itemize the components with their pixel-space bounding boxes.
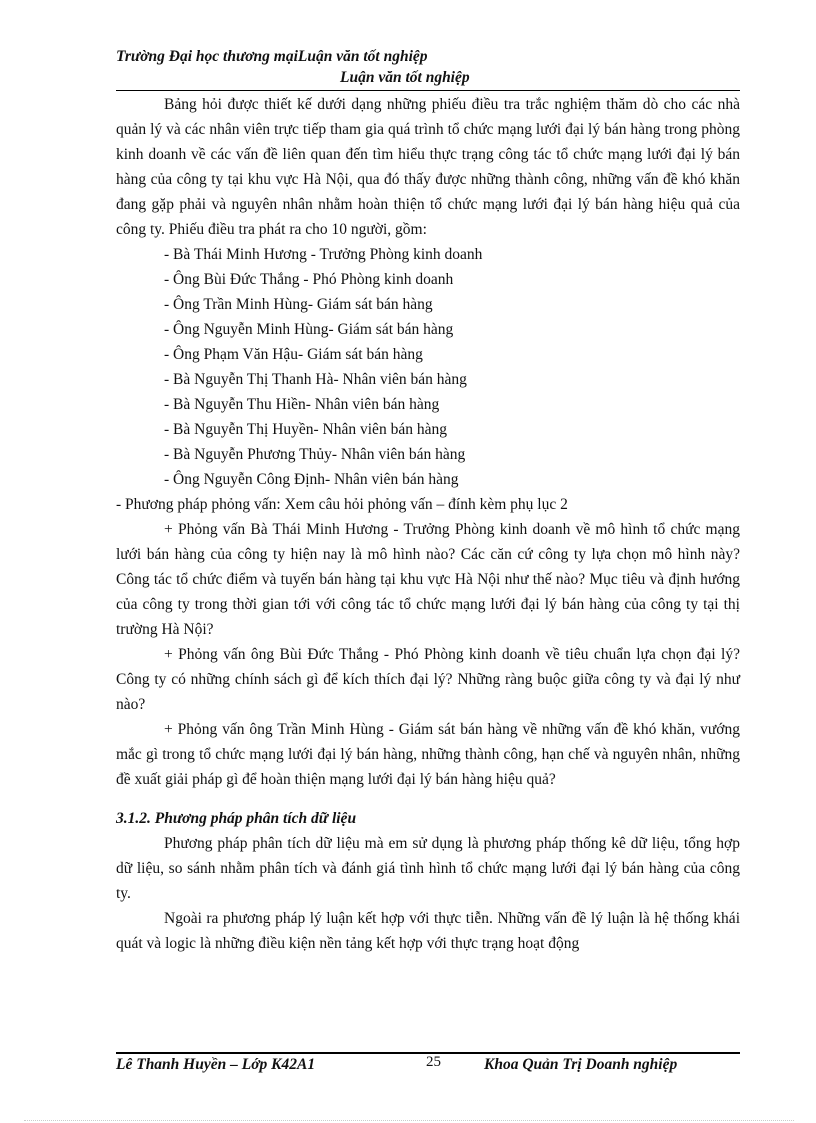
participant-item: - Ông Nguyễn Minh Hùng- Giám sát bán hàng — [164, 321, 454, 338]
document-body — [116, 92, 740, 956]
intro-paragraph: Bảng hỏi được thiết kế dưới dạng những phiếu điều tra trắc nghiệm thăm dò cho các nhà quản lý và các nhân viên trực tiếp tham gia quá trình tổ chức mạng lưới đại lý bán hàng trong phòng kinh doanh về các vấn đề liên quan đến tìm hiểu thực trạng công tác tổ chức mạng lưới đại lý bán hàng của công ty tại khu vực Hà Nội, qua đó thấy được những thành công, những vấn đề khó khăn đang gặp phải và nguyên nhân nhằm hoàn thiện tổ chức mạng lưới đại lý bán hàng hiệu quả của công ty. Phiếu điều tra phát ra cho 10 người, gồm: — [116, 96, 740, 238]
header-line-1: Trường Đại học thương mạiLuận văn tốt nghiệp — [116, 48, 428, 65]
page-number: 25 — [426, 1054, 441, 1070]
participant-item: - Ông Nguyễn Công Định- Nhân viên bán hàng — [164, 471, 459, 488]
participant-item: - Bà Nguyễn Thị Huyền- Nhân viên bán hàng — [164, 421, 447, 438]
participant-item: - Bà Nguyễn Thu Hiền- Nhân viên bán hàng — [164, 396, 440, 413]
participant-list — [116, 242, 740, 492]
interview-paragraph: + Phỏng vấn ông Trần Minh Hùng - Giám sát bán hàng về những vấn đề khó khăn, vướng mắc gì trong tổ chức mạng lưới đại lý bán hàng, những thành công, hạn chế và nguyên nhân, những đề xuất giải pháp gì để hoàn thiện mạng lưới đại lý bán hàng hiệu quả? — [116, 721, 740, 788]
participant-item: - Bà Thái Minh Hương - Trưởng Phòng kinh doanh — [164, 246, 483, 263]
analysis-paragraph: Ngoài ra phương pháp lý luận kết hợp với thực tiễn. Những vấn đề lý luận là hệ thống khái quát và logic là những điều kiện nền tảng kết hợp với thực trạng hoạt động — [116, 910, 740, 952]
section-heading: 3.1.2. Phương pháp phân tích dữ liệu — [116, 810, 357, 827]
interview-paragraph: + Phỏng vấn ông Bùi Đức Thắng - Phó Phòng kinh doanh về tiêu chuẩn lựa chọn đại lý? Công ty có những chính sách gì để kích thích đại lý? Những ràng buộc giữa công ty và đại lý như nào? — [116, 646, 740, 713]
analysis-paragraph: Phương pháp phân tích dữ liệu mà em sử dụng là phương pháp thống kê dữ liệu, tổng hợp dữ liệu, so sánh nhằm phân tích và đánh giá tình hình tổ chức mạng lưới đại lý bán hàng của công ty. — [116, 835, 740, 902]
page-bottom-edge — [24, 1120, 794, 1121]
interview-method: - Phương pháp phỏng vấn: Xem câu hỏi phỏng vấn – đính kèm phụ lục 2 — [116, 496, 568, 513]
footer-author: Lê Thanh Huyền – Lớp K42A1 — [116, 1056, 316, 1073]
header-divider — [116, 90, 740, 91]
participant-item: - Ông Bùi Đức Thắng - Phó Phòng kinh doanh — [164, 271, 454, 288]
footer-department: Khoa Quản Trị Doanh nghiệp — [484, 1056, 678, 1073]
participant-item: - Bà Nguyễn Phương Thủy- Nhân viên bán hàng — [164, 446, 466, 463]
participant-item: - Ông Phạm Văn Hậu- Giám sát bán hàng — [164, 346, 423, 363]
participant-item: - Bà Nguyễn Thị Thanh Hà- Nhân viên bán hàng — [164, 371, 467, 388]
participant-item: - Ông Trần Minh Hùng- Giám sát bán hàng — [164, 296, 433, 313]
header-line-2: Luận văn tốt nghiệp — [340, 69, 470, 86]
page-header — [116, 46, 740, 88]
interview-paragraph: + Phỏng vấn Bà Thái Minh Hương - Trưởng Phòng kinh doanh về mô hình tổ chức mạng lưới bán hàng của công ty hiện nay là mô hình nào? Các căn cứ công ty lựa chọn mô hình này? Công tác tổ chức điểm và tuyến bán hàng tại khu vực Hà Nội như thế nào? Mục tiêu và định hướng của công ty trong thời gian tới với công tác tổ chức mạng lưới đại lý bán hàng của công ty tại thị trường Hà Nội? — [116, 521, 740, 638]
